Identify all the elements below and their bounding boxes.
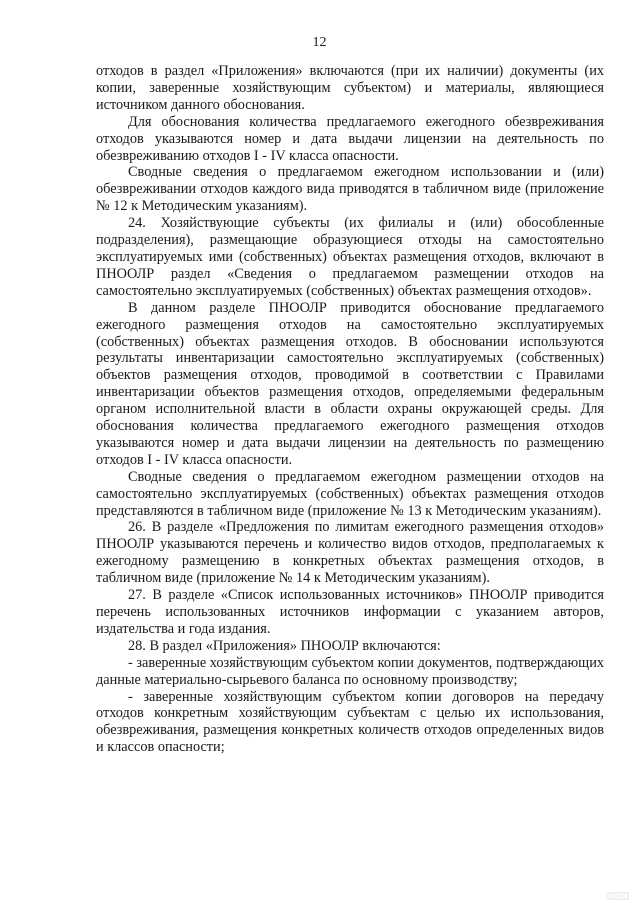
paragraph: Сводные сведения о предлагаемом ежегодном использовании и (или) обезвреживании отходов каждого вида приводятся в табличном виде (приложение № 12 к Методическим указаниям). [96, 164, 604, 215]
paragraph-item-28: 28. В раздел «Приложения» ПНООЛР включаются: [128, 637, 441, 654]
page-number: 12 [312, 35, 327, 50]
paragraph: Для обоснования количества предлагаемого ежегодного обезвреживания отходов указываются номер и дата выдачи лицензии на деятельность по обезвреживанию отходов I - IV класса опасности. [96, 113, 604, 164]
paragraph: В данном разделе ПНООЛР приводится обоснование предлагаемого ежегодного размещения отходов на самостоятельно эксплуатируемых (собственных) объектах размещения отходов. В обосновании используются результаты инвентаризации самостоятельно эксплуатируемых (собственных) объектов размещения отходов, проводимой в соответствии с Правилами инвентаризации объектов размещения отходов, определяемыми федеральным органом исполнительной власти в области охраны окружающей среды. Для обоснования количества предлагаемого ежегодного размещения отходов указываются номер и дата выдачи лицензии на деятельность по размещению отходов I - IV класса опасности. [96, 299, 604, 468]
scan-mark-icon [607, 891, 629, 901]
paragraph-continuation: отходов в раздел «Приложения» включаются (при их наличии) документы (их копии, заверенные хозяйствующим субъектом) и материалы, являющиеся источником данного обоснования. [96, 63, 604, 113]
paragraph: Сводные сведения о предлагаемом ежегодном размещении отходов на самостоятельно эксплуатируемых (собственных) объектах размещения отходов представляются в табличном виде (приложение № 13 к Методическим указаниям). [96, 468, 604, 519]
paragraph-item-24: 24. Хозяйствующие субъекты (их филиалы и (или) обособленные подразделения), размещающие образующиеся отходы на самостоятельно эксплуатируемых ими (собственных) объектах размещения отходов, включают в ПНООЛР раздел «Сведения о предлагаемом размещении отходов на самостоятельно эксплуатируемых (собственных) объектах размещения отходов». [96, 215, 604, 299]
body-text [96, 63, 604, 756]
list-item: - заверенные хозяйствующим субъектом копии договоров на передачу отходов конкретным хозяйствующим субъектам с целью их использования, обезвреживания, размещения конкретных количеств отходов определенных видов и классов опасности; [96, 688, 604, 756]
paragraph-item-27: 27. В разделе «Список использованных источников» ПНООЛР приводится перечень использованных источников информации с указанием авторов, издательства и года издания. [96, 587, 604, 637]
paragraph-item-26: 26. В разделе «Предложения по лимитам ежегодного размещения отходов» ПНООЛР указываются перечень и количество видов отходов, предполагаемых к ежегодному размещению в конкретных объектах размещения отходов, в табличном виде (приложение № 14 к Методическим указаниям). [96, 519, 604, 587]
list-item: - заверенные хозяйствующим субъектом копии документов, подтверждающих данные материально-сырьевого баланса по основному производству; [96, 654, 604, 688]
